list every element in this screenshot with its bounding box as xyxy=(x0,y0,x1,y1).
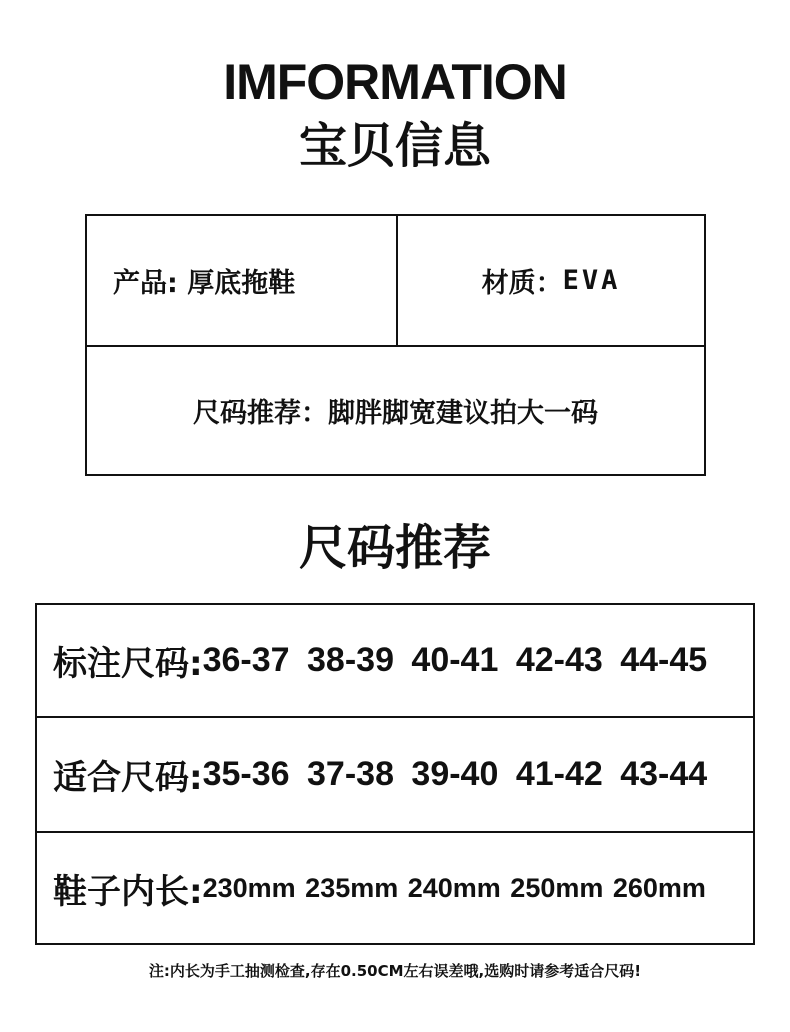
material-cell xyxy=(398,216,704,345)
footnote: 注:内长为手工抽测检查,存在0.50CM左右误差哦,选购时请参考适合尺码! xyxy=(148,962,642,980)
row-label: 标注尺码: xyxy=(53,644,203,684)
material-label: 材质： xyxy=(481,268,563,299)
row-values: 35-36 37-38 39-40 41-42 43-44 xyxy=(202,755,708,793)
product-info-table xyxy=(85,214,706,476)
size-section-heading: 尺码推荐 xyxy=(298,520,491,576)
material-value: EVA xyxy=(562,265,621,296)
size-row-inner-length xyxy=(37,833,753,943)
size-advice-cell: 尺码推荐：脚胖脚宽建议拍大一码 xyxy=(193,398,598,429)
row-values: 230mm 235mm 240mm 250mm 260mm xyxy=(202,872,706,903)
size-row-labeled xyxy=(37,605,753,718)
row-label: 鞋子内长: xyxy=(53,871,203,912)
page-title-english: IMFORMATION xyxy=(223,54,567,110)
size-row-fit xyxy=(37,718,753,833)
product-cell: 产品: 厚底拖鞋 xyxy=(87,216,398,345)
info-row-product-material xyxy=(87,216,704,347)
size-table xyxy=(35,603,755,945)
row-label: 适合尺码: xyxy=(53,758,203,798)
row-values: 36-37 38-39 40-41 42-43 44-45 xyxy=(202,641,708,679)
page-title-chinese: 宝贝信息 xyxy=(298,118,491,174)
